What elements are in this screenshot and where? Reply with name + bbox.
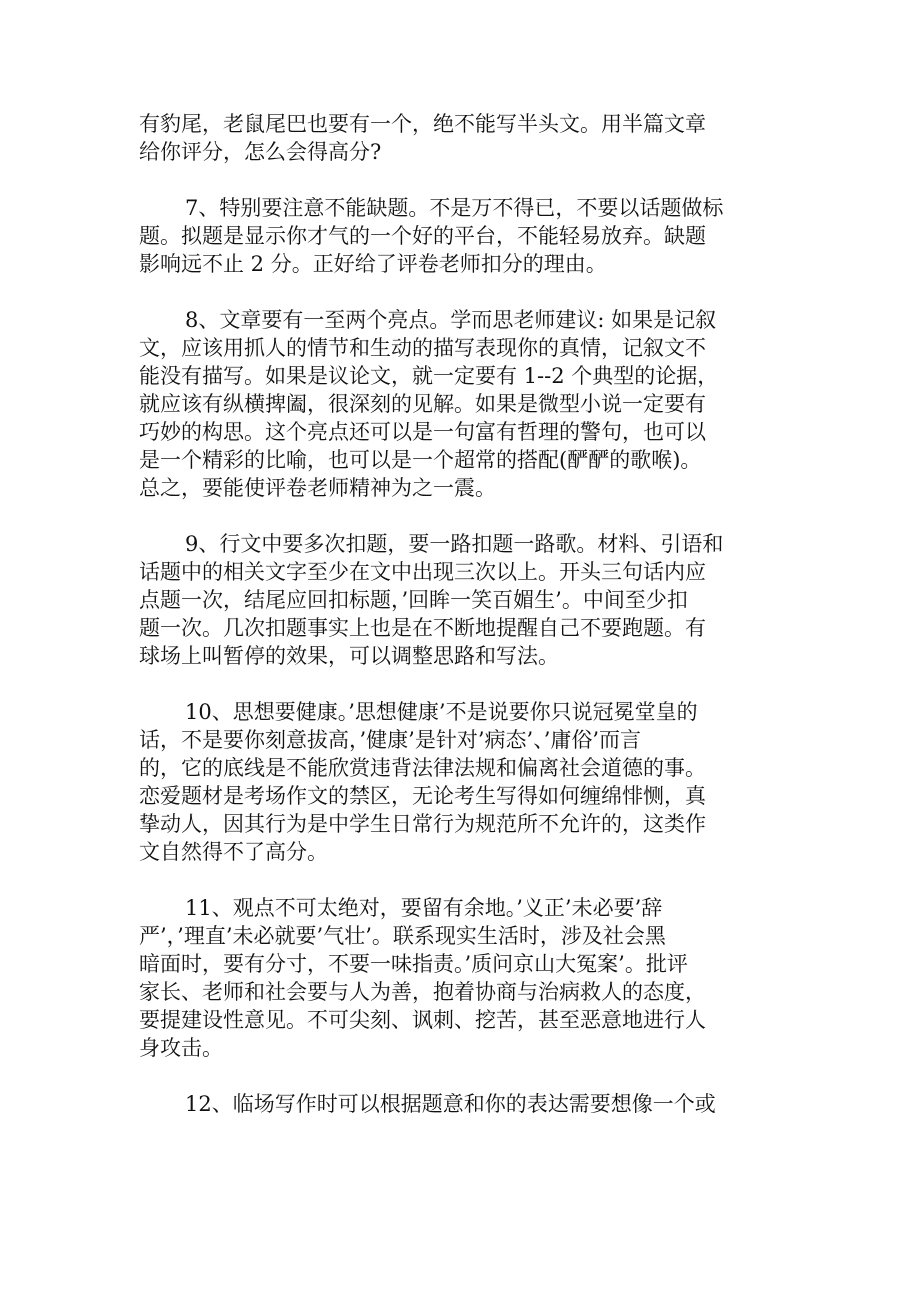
text-line: 挚动人，因其行为是中学生日常行为规范所不允许的，这类作 bbox=[139, 812, 706, 836]
text-line: 12、临场写作时可以根据题意和你的表达需要想像一个或 bbox=[185, 1092, 716, 1116]
paragraph-6-tail bbox=[139, 110, 781, 166]
text-line: 文，应该用抓人的情节和生动的描写表现你的真情，记叙文不 bbox=[139, 336, 706, 360]
text-line: 恋爱题材是考场作文的禁区，无论考生写得如何缠绵悱恻，真 bbox=[139, 784, 706, 808]
text-line: 球场上叫暂停的效果，可以调整思路和写法。 bbox=[139, 644, 559, 668]
paragraph-9 bbox=[139, 530, 781, 670]
document-page bbox=[139, 110, 781, 1146]
text-line: 家长、老师和社会要与人为善，抱着协商与治病救人的态度， bbox=[139, 980, 706, 1004]
text-line: 严’，’理直’未必就要’气壮’。联系现实生活时，涉及社会黑 bbox=[139, 924, 666, 948]
paragraph-11 bbox=[139, 894, 781, 1062]
text-line: 总之，要能使评卷老师精神为之一震。 bbox=[139, 476, 496, 500]
text-line: 8、文章要有一至两个亮点。学而思老师建议: 如果是记叙 bbox=[185, 308, 717, 332]
text-line: 话题中的相关文字至少在文中出现三次以上。开头三句话内应 bbox=[139, 560, 706, 584]
text-line: 是一个精彩的比喻，也可以是一个超常的搭配(酽酽的歌喉)。 bbox=[139, 448, 702, 472]
text-line: 影响远不止 2 分。正好给了评卷老师扣分的理由。 bbox=[139, 252, 607, 276]
paragraph-7 bbox=[139, 194, 781, 278]
text-line: 9、行文中要多次扣题，要一路扣题一路歌。材料、引语和 bbox=[185, 532, 724, 556]
text-line: 巧妙的构思。这个亮点还可以是一句富有哲理的警句，也可以 bbox=[139, 420, 706, 444]
text-line: 的，它的底线是不能欣赏违背法律法规和偏离社会道德的事。 bbox=[139, 756, 706, 780]
text-line: 11、观点不可太绝对，要留有余地。’义正’未必要’辞 bbox=[185, 896, 663, 920]
text-line: 给你评分，怎么会得高分? bbox=[139, 140, 382, 164]
paragraph-12 bbox=[139, 1090, 781, 1118]
text-line: 点题一次，结尾应回扣标题，’回眸一笑百媚生’。中间至少扣 bbox=[139, 588, 688, 612]
text-line: 身攻击。 bbox=[139, 1036, 223, 1060]
text-line: 有豹尾，老鼠尾巴也要有一个，绝不能写半头文。用半篇文章 bbox=[139, 112, 706, 136]
paragraph-8 bbox=[139, 306, 781, 502]
paragraph-10 bbox=[139, 698, 781, 866]
text-line: 话，不是要你刻意拔高，’健康’是针对’病态’、’庸俗’而言 bbox=[139, 728, 642, 752]
text-line: 7、特别要注意不能缺题。不是万不得已，不要以话题做标 bbox=[185, 196, 724, 220]
text-line: 题一次。几次扣题事实上也是在不断地提醒自己不要跑题。有 bbox=[139, 616, 706, 640]
text-line: 要提建设性意见。不可尖刻、讽刺、挖苦，甚至恶意地进行人 bbox=[139, 1008, 706, 1032]
text-line: 就应该有纵横捭阖，很深刻的见解。如果是微型小说一定要有 bbox=[139, 392, 706, 416]
text-line: 暗面时，要有分寸，不要一味指责。’质问京山大冤案’。批评 bbox=[139, 952, 688, 976]
text-line: 能没有描写。如果是议论文，就一定要有 1--2 个典型的论据， bbox=[139, 364, 719, 388]
text-line: 10、思想要健康。’思想健康’不是说要你只说冠冕堂皇的 bbox=[185, 700, 698, 724]
text-line: 题。拟题是显示你才气的一个好的平台，不能轻易放弃。缺题 bbox=[139, 224, 706, 248]
text-line: 文自然得不了高分。 bbox=[139, 840, 328, 864]
